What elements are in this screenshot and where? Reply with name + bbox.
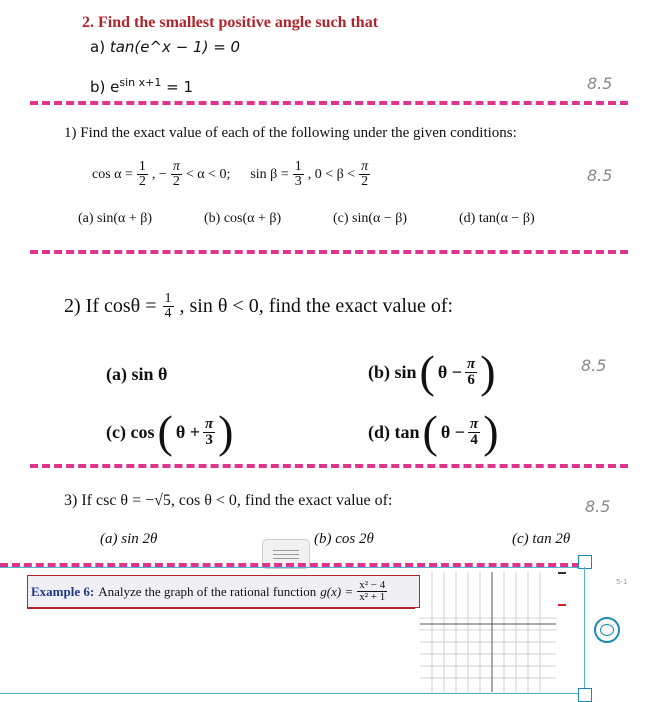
q1-part-d: (d) tan(α − β) bbox=[459, 211, 535, 226]
menu-line-icon bbox=[273, 550, 299, 551]
lasso-icon bbox=[600, 624, 614, 636]
divider-1 bbox=[30, 101, 628, 105]
selection-handle-top[interactable] bbox=[578, 555, 592, 569]
q2-top-number: 2. bbox=[82, 14, 94, 31]
q2-top-part-b: b) $e^{sin x+1} = 1$ bbox=[90, 76, 194, 96]
example-function: g(x) = bbox=[320, 583, 354, 599]
tiny-page-number: 5-1 bbox=[616, 578, 628, 586]
q1-mark: 8.5 bbox=[587, 166, 613, 185]
selection-right-line bbox=[584, 567, 585, 693]
example-underline bbox=[27, 608, 415, 609]
q2-part-c: (c) cos ( θ + $\frac{\pi}{3}$ ) bbox=[106, 406, 234, 457]
q3-part-b: (b) cos 2θ bbox=[314, 531, 374, 547]
q3-part-c: (c) tan 2θ bbox=[512, 531, 571, 547]
q2-part-b: (b) sin ( θ − $\frac{\pi}{6}$ ) bbox=[368, 346, 496, 397]
selection-bottom-line bbox=[0, 693, 584, 694]
example-label: Example 6: bbox=[31, 583, 95, 599]
scroll-marker-bottom bbox=[558, 604, 566, 606]
selection-top-line-2 bbox=[0, 567, 580, 568]
q1-part-b: (b) cos(α + β) bbox=[204, 211, 282, 226]
grid-graph bbox=[420, 572, 556, 692]
q1-conditions: cos α = $\frac{1}{2}$ , − $\frac{\pi}{2}$ < α < 0; sin β = $\frac{1}{3}$ , 0 < β < $\frac{\pi}{2}$ bbox=[92, 159, 369, 189]
q2-top-heading bbox=[82, 14, 378, 32]
q1-part-c: (c) sin(α − β) bbox=[333, 211, 408, 226]
q2-part-d: (d) tan ( θ − $\frac{\pi}{4}$ ) bbox=[368, 406, 499, 457]
divider-3 bbox=[30, 464, 628, 468]
example-box: Example 6: Analyze the graph of the rational function g(x) = $\frac{\text{x² − 4}}{\text{x² + 1}}$ bbox=[27, 575, 420, 608]
q1-part-a: (a) sin(α + β) bbox=[78, 211, 153, 226]
q2-part-a: (a) sin θ bbox=[106, 364, 168, 384]
q2-prompt: 2) If cosθ = $\frac{1}{4}$ , sin θ < 0, find the exact value of: bbox=[64, 291, 454, 321]
q3-prompt: 3) If csc θ = −√5, cos θ < 0, find the exact value of: bbox=[64, 492, 393, 509]
menu-line-icon bbox=[273, 554, 299, 555]
lasso-tool-button[interactable] bbox=[594, 617, 620, 643]
q1-prompt: 1) Find the exact value of each of the following under the given conditions: bbox=[64, 125, 517, 141]
q2-mark: 8.5 bbox=[581, 356, 607, 375]
q3-mark: 8.5 bbox=[585, 497, 611, 516]
menu-line-icon bbox=[273, 558, 299, 559]
q3-part-a: (a) sin 2θ bbox=[100, 531, 158, 547]
q2-top-mark: 8.5 bbox=[587, 74, 613, 93]
q2-top-title: Find the smallest positive angle such that bbox=[98, 14, 379, 31]
divider-2 bbox=[30, 250, 628, 254]
example-text: Analyze the graph of the rational function bbox=[98, 583, 317, 599]
scroll-marker-top bbox=[558, 572, 566, 574]
q2-top-part-a: a) tan(e^x − 1) = 0 bbox=[90, 38, 241, 56]
